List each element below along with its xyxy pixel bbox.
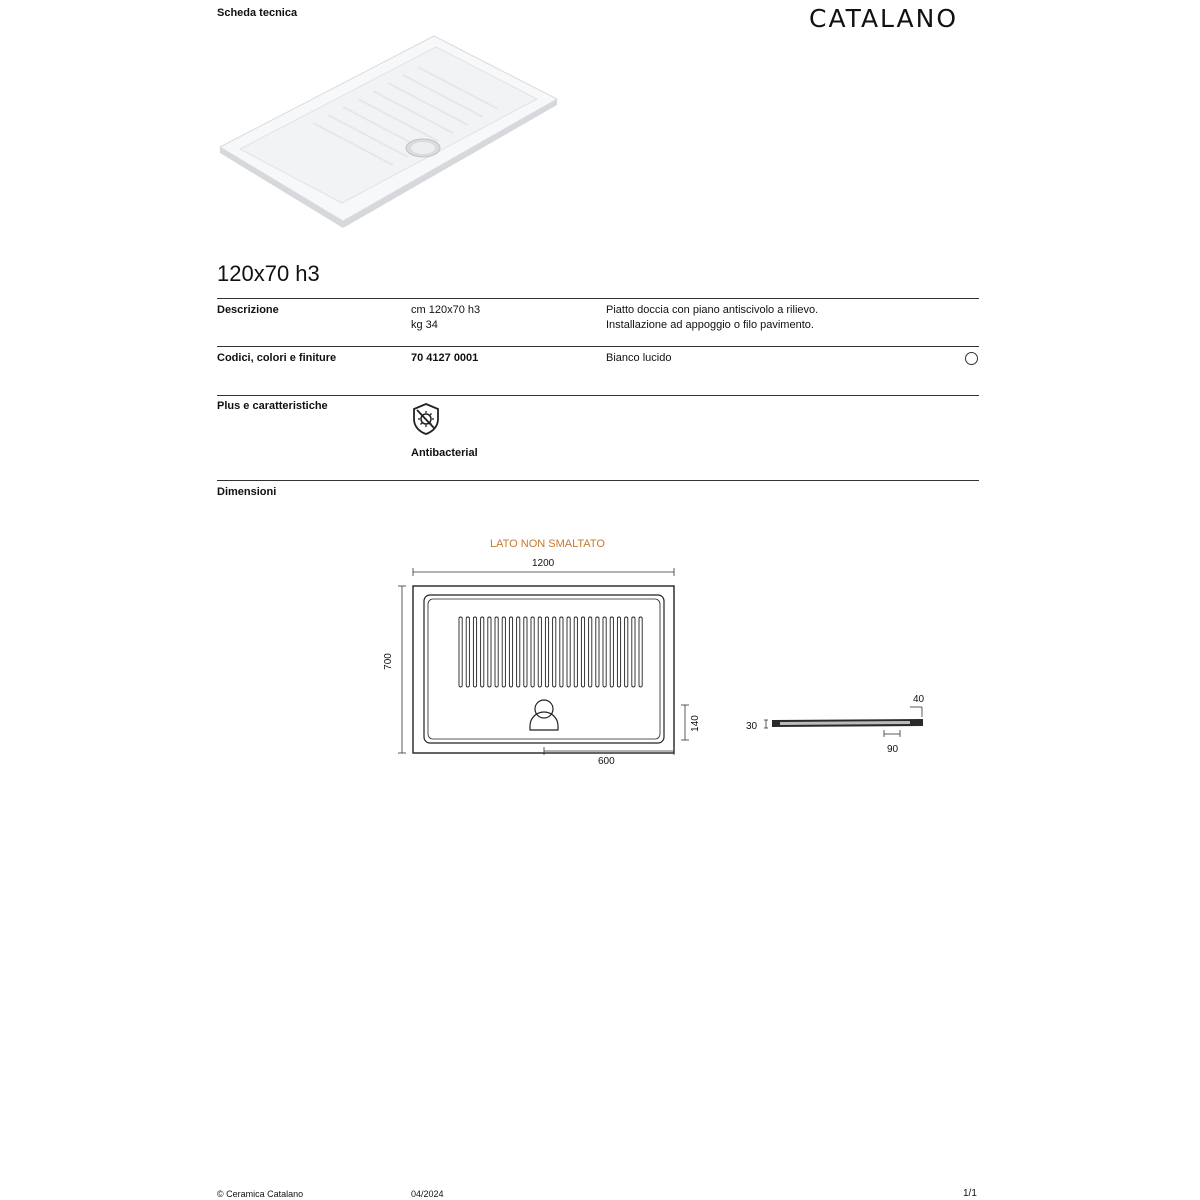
product-image [218,33,558,231]
anti-slip-rib [574,617,577,687]
description-text: Piatto doccia con piano antiscivolo a rilievo. [606,304,819,316]
description-dims: cm 120x70 h3 [411,304,481,316]
anti-slip-rib [581,617,584,687]
product-code: 70 4127 0001 [411,352,479,364]
unenamelled-side-note: LATO NON SMALTATO [490,538,605,550]
divider [217,480,979,481]
anti-slip-rib [545,617,548,687]
section-view-drawing [760,695,930,750]
feature-label: Antibacterial [411,447,478,459]
antibacterial-icon [411,402,441,436]
divider [217,395,979,396]
anti-slip-rib [517,617,520,687]
width-dimension: 1200 [532,558,555,569]
anti-slip-rib [553,617,556,687]
anti-slip-rib [524,617,527,687]
anti-slip-rib [459,617,462,687]
anti-slip-rib [531,617,534,687]
anti-slip-rib [603,617,606,687]
anti-slip-rib [502,617,505,687]
rim-offset-dimension: 90 [887,744,899,755]
depth-dimension: 700 [382,653,394,670]
anti-slip-rib [610,617,613,687]
divider [217,298,979,299]
anti-slip-rib [632,617,635,687]
anti-slip-rib [625,617,628,687]
anti-slip-rib [617,617,620,687]
height-dimension: 30 [746,721,758,732]
codes-label: Codici, colori e finiture [217,352,337,364]
description-label: Descrizione [217,304,279,316]
plus-label: Plus e caratteristiche [217,400,328,412]
description-weight: kg 34 [411,319,438,331]
anti-slip-rib [481,617,484,687]
drain-offset-dimension: 600 [598,756,615,767]
plan-view-drawing [380,550,710,780]
anti-slip-rib [466,617,469,687]
product-title: 120x70 h3 [217,261,320,286]
anti-slip-rib [509,617,512,687]
divider [217,346,979,347]
doc-type-label: Scheda tecnica [217,7,298,19]
anti-slip-rib [538,617,541,687]
rim-dimension: 40 [913,694,925,705]
anti-slip-rib [567,617,570,687]
page-number: 1/1 [963,1188,977,1199]
anti-slip-rib [589,617,592,687]
drain-distance-dimension: 140 [689,715,701,732]
anti-slip-rib [596,617,599,687]
anti-slip-rib [639,617,642,687]
finish-name: Bianco lucido [606,352,672,364]
brand-logo: CATALANO [809,4,959,33]
anti-slip-rib [488,617,491,687]
anti-slip-rib [560,617,563,687]
anti-slip-rib [495,617,498,687]
anti-slip-rib [473,617,476,687]
color-swatch [965,352,978,365]
copyright: © Ceramica Catalano [217,1189,304,1199]
publish-date: 04/2024 [411,1189,444,1199]
description-text: Installazione ad appoggio o filo pavimento. [606,319,814,331]
dimensions-label: Dimensioni [217,486,277,498]
